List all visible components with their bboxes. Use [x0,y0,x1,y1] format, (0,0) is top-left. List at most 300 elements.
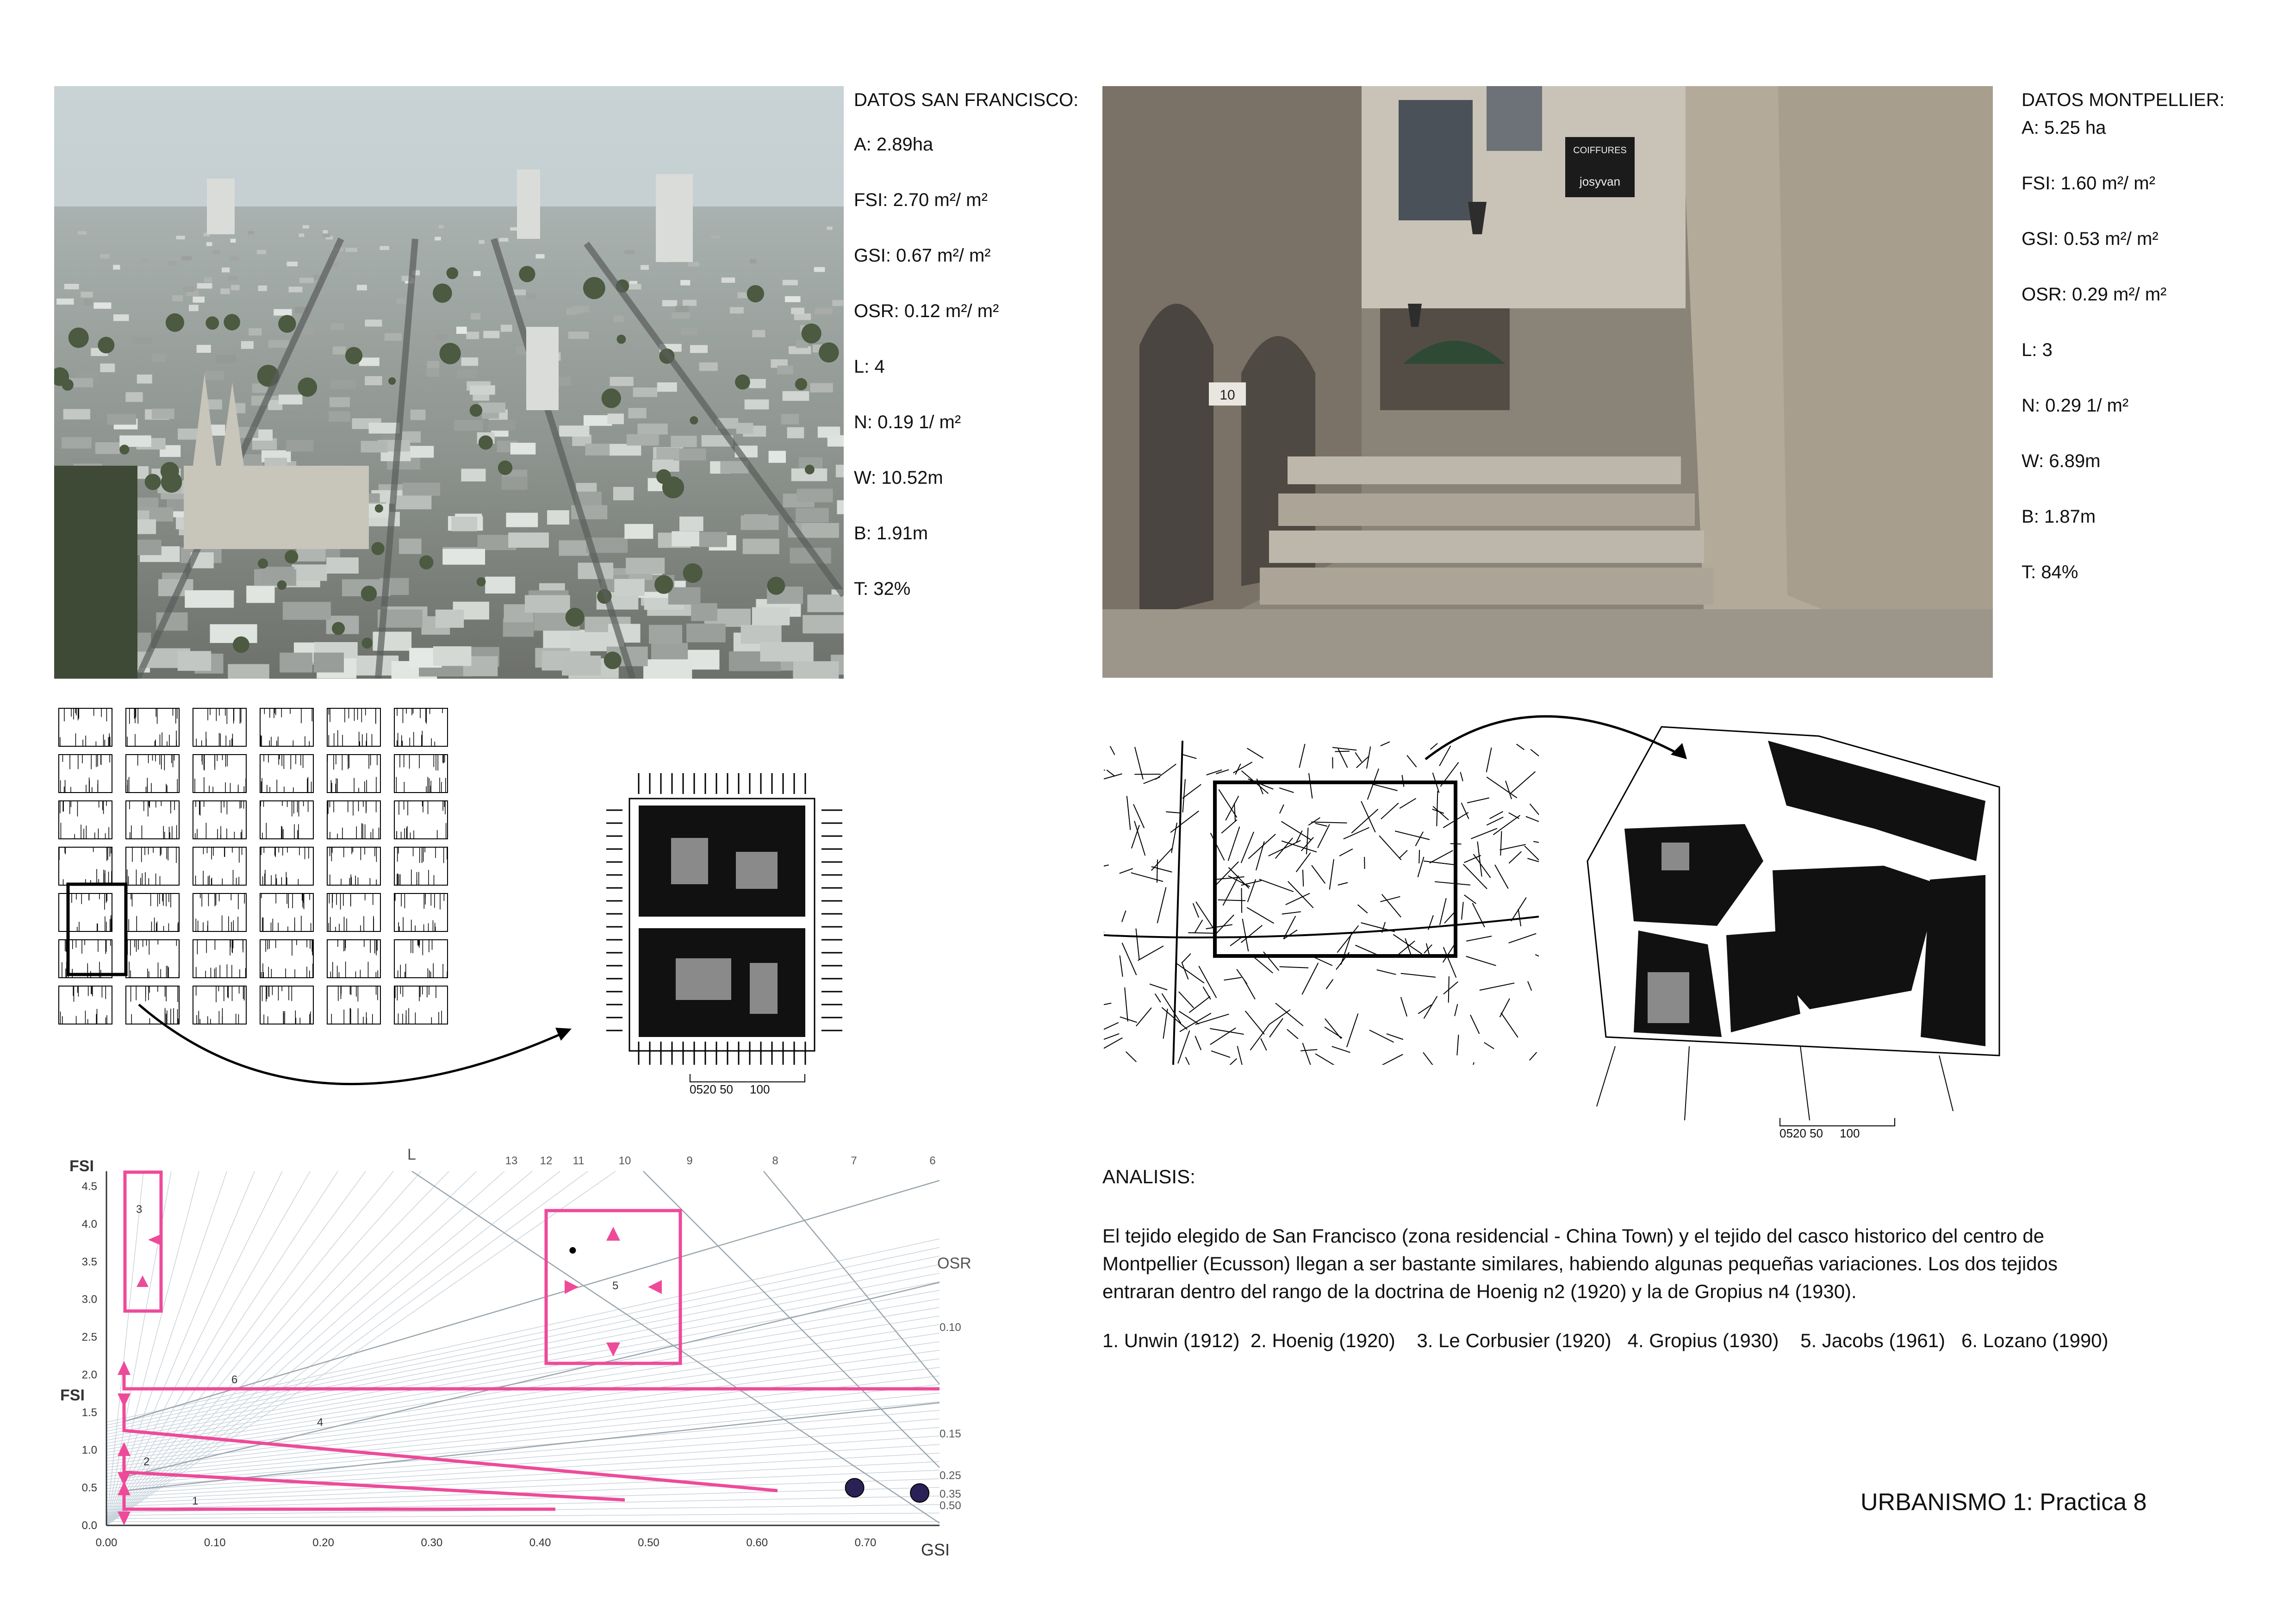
city-block [327,708,380,746]
city-building [752,607,790,625]
city-building [802,523,839,538]
city-building [722,277,735,282]
city-building [279,394,303,404]
data-point [846,1479,864,1497]
city-building [730,307,744,313]
stat-w: W: 6.89m [2022,451,2101,471]
city-building [212,250,219,254]
city-building [624,524,653,539]
x-tick-label: 0.50 [638,1537,660,1549]
tree [258,558,268,568]
osr-tick-label: 0.35 [940,1488,961,1500]
city-building [220,288,230,294]
city-block [327,801,380,839]
grid-line [106,1239,940,1422]
zone-label-4: 4 [317,1416,324,1429]
tree [332,622,345,635]
sf-scale-label: 0520 50 100 [690,1082,770,1096]
reference-line [125,1181,940,1421]
osr-tick-label: 0.10 [940,1321,961,1334]
city-building [292,564,327,581]
tree [298,377,317,397]
tree [361,637,373,649]
city-building [488,420,516,431]
stat-n: N: 0.19 1/ m² [854,412,961,432]
tree [419,555,434,569]
city-building [559,425,589,437]
tree [683,563,703,583]
city-building [815,308,833,314]
stat-area: A: 5.25 ha [2022,118,2106,138]
tree [656,469,671,484]
city-building [499,238,509,242]
city-building [357,285,367,290]
city-building [100,363,115,372]
city-building [113,314,129,321]
city-building [439,225,443,228]
city-building [222,268,230,273]
city-block [327,847,380,885]
y-tick-label: 3.5 [81,1255,97,1268]
city-building [258,286,267,291]
city-building [346,248,357,252]
city-building [95,442,120,454]
city-building [125,392,143,402]
gsi-axis-label: GSI [921,1540,950,1559]
x-tick-label: 0.30 [421,1537,443,1549]
city-building [547,510,569,525]
city-block [394,940,448,978]
city-building [249,328,261,336]
city-building [433,646,472,666]
city-building [442,549,485,565]
tree [583,277,605,299]
city-building [479,403,505,413]
tree [285,550,298,563]
x-tick-label: 0.10 [204,1537,226,1549]
zone-label-6: 6 [231,1374,238,1386]
city-building [330,323,344,330]
city-building [535,254,544,258]
city-building [769,451,786,463]
zone-label-1: 1 [192,1495,199,1507]
grid-line [106,1273,940,1434]
grid-line [106,1171,504,1525]
city-building [527,294,535,300]
tree [747,285,764,302]
city-building [525,595,570,612]
city-building [56,299,74,305]
city-building [671,436,697,447]
city-building [508,532,549,548]
l-tick-label: 13 [505,1155,518,1167]
city-building [178,651,211,671]
city-building [329,411,350,422]
city-building [205,371,224,380]
city-building [206,242,212,246]
tree [819,343,839,363]
stat-b: B: 1.87m [2022,506,2096,527]
city-building [473,271,481,276]
tree [439,343,460,364]
city-building [683,300,697,306]
city-block [193,801,246,839]
city-building [228,275,237,281]
montpellier-photo [1102,86,1993,678]
tree [278,315,296,332]
city-building [657,382,677,392]
city-building [624,250,634,254]
city-building [699,362,718,371]
city-building [627,434,659,446]
tree [654,575,673,594]
data-point [910,1484,929,1502]
x-tick-label: 0.20 [312,1537,334,1549]
city-building [303,328,314,335]
footer-title: URBANISMO 1: Practica 8 [1860,1489,2147,1516]
city-building [303,225,309,229]
city-building [78,231,87,235]
sf-scale-bar [690,1074,805,1097]
city-building [197,345,211,353]
analysis-title: ANALISIS: [1102,1166,1195,1187]
city-building [268,340,289,348]
san-francisco-photo [54,86,844,679]
city-building [506,513,538,527]
city-building [807,594,844,612]
city-building [562,656,601,675]
city-building [814,267,825,272]
tree [62,379,73,391]
city-block [59,755,112,793]
street-line [1335,751,1350,752]
tree [690,416,698,425]
city-building [81,292,93,298]
grid-line [106,1171,588,1525]
stat-osr: OSR: 0.29 m²/ m² [2022,284,2167,305]
osr-tick-label: 0.25 [940,1469,961,1482]
y-tick-label: 3.0 [81,1293,97,1306]
city-building [568,331,589,339]
city-building [502,477,528,490]
stat-l: L: 3 [2022,340,2053,360]
city-building [633,387,658,397]
tree [224,314,240,331]
tree [519,266,535,282]
city-building [745,400,769,410]
city-building [333,346,346,354]
city-building [783,391,809,401]
city-building [843,355,844,363]
city-building [436,610,464,628]
city-building [456,327,467,334]
city-building [189,305,199,311]
city-building [183,286,195,292]
city-building [796,508,829,522]
city-building [207,400,222,410]
city-building [741,625,782,644]
city-building [466,332,479,339]
x-tick-label: 0.00 [95,1537,118,1549]
city-block [260,801,313,839]
zone-label-2: 2 [143,1455,150,1468]
city-building [451,517,477,531]
city-building [246,586,274,603]
tree [802,324,821,344]
city-block [394,893,448,931]
city-block [394,801,448,839]
city-building [510,443,535,454]
tree [233,637,249,653]
city-building [479,240,484,244]
city-building [323,234,330,237]
city-block [59,801,112,839]
city-building [365,319,382,326]
city-block [260,708,313,746]
tree [604,652,622,669]
x-tick-label: 0.70 [854,1537,877,1549]
city-building [672,531,699,547]
city-building [461,468,485,481]
city-building [152,409,174,419]
street-line [1241,888,1242,913]
city-building [132,337,152,344]
city-building [688,262,699,267]
l-tick-label: 8 [772,1155,778,1167]
stat-l: L: 4 [854,356,885,377]
y-tick-label: 1.0 [81,1444,97,1457]
city-building [783,280,798,286]
stat-t: T: 32% [854,579,911,599]
city-block [394,847,448,885]
city-building [84,299,93,305]
y-tick-label: 1.5 [81,1406,97,1419]
tree [433,283,452,303]
spacemate-chart [51,1143,981,1588]
city-building [483,331,499,338]
city-building [283,602,331,620]
city-building [299,233,305,237]
city-building [152,354,166,362]
city-building [257,250,266,254]
city-building [662,300,677,306]
city-building [181,256,192,261]
city-building [385,333,402,341]
l-tick-label: 12 [540,1155,553,1167]
city-building [793,661,839,679]
tree [479,436,493,450]
city-building [326,557,359,574]
tree [161,462,179,481]
city-building [280,653,312,673]
city-building [699,532,727,547]
tree [371,542,384,555]
city-building [286,440,314,451]
city-building [827,227,833,230]
fsi-axis-label: FSI [69,1157,94,1175]
grid-line [106,1171,532,1525]
city-building [230,239,236,243]
shop-sign-name: josyvan [1579,175,1621,188]
city-building [470,385,495,394]
city-building [626,558,665,574]
tree [119,444,129,454]
city-building [501,325,512,331]
tree [498,461,512,475]
city-building [457,369,478,378]
city-building [810,383,833,392]
city-building [656,448,679,460]
city-building [743,539,779,554]
doctrine-references: 1. Unwin (1912) 2. Hoenig (1920) 3. Le Corbusier (1920) 4. Gropius (1930) 5. Jacobs (1961) 6. Lozano (1990) [1102,1330,2109,1351]
x-tick-label: 0.40 [529,1537,551,1549]
osr-axis-label: OSR [937,1255,971,1272]
montpellier-data [2022,86,2225,614]
city-building [395,495,431,509]
city-building [64,284,79,289]
city-building [803,615,844,634]
city-building [168,261,176,266]
city-building [100,254,109,258]
city-building [399,538,422,554]
city-building [777,366,793,375]
stat-t: T: 84% [2022,562,2078,582]
city-building [610,377,634,386]
city-block [126,847,179,885]
city-building [359,357,380,366]
city-block [193,847,246,885]
y-tick-label: 2.5 [81,1331,97,1344]
montpellier-data-title: DATOS MONTPELLIER: [2022,90,2225,110]
city-building [403,482,440,496]
city-block [126,801,179,839]
stat-fsi: FSI: 2.70 m²/ m² [854,190,988,210]
osr-tick-label: 0.15 [940,1428,961,1440]
city-building [141,258,148,263]
city-building [411,410,426,420]
city-building [461,357,479,366]
montpellier-block-zoom [1569,713,2013,1130]
mp-scale-bar [1780,1118,1895,1141]
grid-line [106,1333,940,1455]
city-building [797,489,833,502]
city-block [126,893,179,931]
tree [166,313,184,332]
city-building [330,397,350,407]
city-block [193,940,246,978]
city-building [609,444,641,456]
city-building [643,659,692,679]
city-building [760,642,813,662]
y-tick-label: 4.5 [81,1180,97,1193]
city-building [397,298,406,304]
city-block [394,708,448,746]
city-building [691,603,717,621]
city-building [837,500,844,514]
tree [470,404,482,417]
city-building [675,306,689,312]
san-francisco-data-title: DATOS SAN FRANCISCO: [854,90,1079,110]
fsi-axis-label-mid: FSI [60,1387,85,1404]
city-building [513,289,526,295]
tree [277,581,287,590]
mp-scale-label: 0520 50 100 [1780,1126,1860,1140]
city-building [672,312,690,319]
city-building [681,328,697,335]
tree [205,316,219,330]
city-building [613,487,634,500]
city-building [228,664,269,679]
city-building [229,256,239,261]
city-building [614,579,644,596]
city-building [314,653,344,673]
stat-w: W: 10.52m [854,468,943,488]
city-building [679,517,703,531]
stat-gsi: GSI: 0.53 m²/ m² [2022,229,2159,249]
city-building [471,313,480,319]
city-building [608,413,624,424]
city-building [185,590,234,608]
analysis-body: El tejido elegido de San Francisco (zona residencial - China Town) y el tejido del casco historico del centro de Montpellier (Ecusson) llegan a ser bastante similares, habiendo algunas pequeñas variaciones. Los dos tejidos entraran dentro del rango de la doctrina de Hoenig n2 (1920) y la de Gropius n4 (1930). [1102,1225,2058,1302]
city-building [197,283,212,289]
city-building [193,297,205,303]
city-building [380,246,389,250]
zone-label-3: 3 [136,1203,143,1216]
city-building [710,235,720,239]
city-block [327,893,380,931]
osr-tick-label: 0.50 [940,1499,961,1512]
city-building [828,435,844,447]
city-building [510,227,518,231]
city-block [260,755,313,793]
y-tick-label: 0.0 [81,1519,97,1532]
city-building [204,277,212,282]
city-building [299,278,314,283]
city-building [365,376,382,385]
city-building [637,424,667,435]
city-building [785,296,801,302]
city-building [369,423,400,434]
stat-area: A: 2.89ha [854,134,933,155]
city-building [287,262,298,266]
stat-gsi: GSI: 0.67 m²/ m² [854,245,991,266]
l-tick-label: 11 [572,1155,585,1167]
city-building [216,355,236,363]
city-building [330,380,356,389]
stat-n: N: 0.29 1/ m² [2022,395,2129,416]
stat-b: B: 1.91m [854,523,928,543]
city-building [323,230,328,233]
city-building [107,414,137,425]
tree [805,465,815,475]
city-building [781,414,799,425]
city-building [485,577,515,594]
city-building [832,300,843,306]
city-building [794,313,811,320]
city-building [614,316,624,323]
city-building [454,420,483,431]
city-building [289,287,303,292]
city-block [126,940,179,978]
city-building [749,379,766,388]
tree [388,377,396,385]
san-francisco-block-zoom [602,759,861,1074]
city-building [248,231,255,234]
tree [602,388,621,408]
city-building [76,370,98,379]
city-block [260,940,313,978]
tree [735,375,750,390]
